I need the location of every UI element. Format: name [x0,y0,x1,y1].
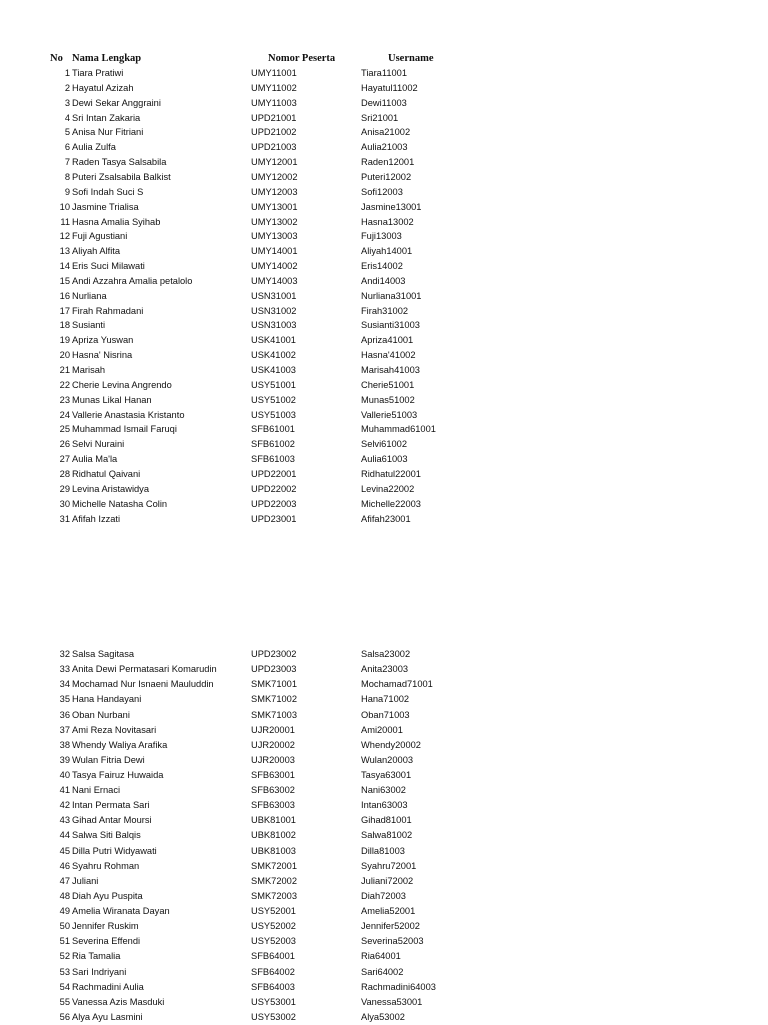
table-row [0,437,768,452]
participant-number: UPD21002 [251,127,297,138]
participant-number: UPD22001 [251,468,297,479]
row-number: 56 [59,1011,70,1022]
username: Hasna13002 [361,216,414,227]
row-number: 19 [59,335,70,346]
row-number: 47 [59,875,70,886]
username: Afifah23001 [361,513,411,524]
participant-number: SFB61002 [251,439,295,450]
row-number: 45 [59,845,70,856]
username: Gihad81001 [361,815,412,826]
table-row [0,753,768,768]
table-row [0,813,768,828]
table-row [0,125,768,140]
username: Hasna'41002 [361,350,416,361]
full-name: Apriza Yuswan [72,335,134,346]
table-row [0,333,768,348]
table-row [0,215,768,230]
full-name: Ami Reza Novitasari [72,724,157,735]
username: Anisa21002 [361,127,411,138]
username: Marisah41003 [361,365,420,375]
participant-number: SMK71003 [251,709,297,720]
username: Vanessa53001 [361,996,423,1007]
row-number: 36 [59,709,70,720]
table-row [0,738,768,753]
username: Sari64002 [361,966,404,977]
participant-number: UMY11003 [251,97,297,108]
full-name: Hana Handayani [72,694,142,705]
participant-number: SMK72001 [251,860,297,871]
row-number: 14 [59,261,70,271]
participant-number: UMY14003 [251,275,298,286]
username: Apriza41001 [361,335,414,346]
username: Ria64001 [361,951,401,962]
row-number: 37 [59,724,70,735]
row-number: 53 [59,966,70,977]
participant-number: UBK81001 [251,815,296,826]
full-name: Gihad Antar Moursi [72,815,152,826]
participant-number: UPD23002 [251,649,297,659]
full-name: Salsa Sagitasa [72,649,135,659]
username: Aulia21003 [361,142,408,153]
full-name: Severina Effendi [72,936,141,947]
row-number: 24 [59,409,70,420]
full-name: Nani Ernaci [72,785,121,796]
header-username: Username [388,53,434,64]
table-row [0,889,768,904]
username: Sofi12003 [361,186,403,197]
row-number: 10 [59,201,70,212]
full-name: Susianti [72,320,106,331]
table-row [0,289,768,304]
table-row [0,467,768,482]
row-number: 2 [64,82,70,93]
table-row [0,783,768,798]
row-number: 39 [59,754,70,765]
row-number: 46 [59,860,70,871]
row-number: 21 [59,365,70,375]
row-number: 43 [59,815,70,826]
username: Alya53002 [361,1011,405,1022]
full-name: Munas Likal Hanan [72,394,152,405]
full-name: Anisa Nur Fitriani [72,127,144,138]
row-number: 25 [59,424,70,435]
username: Amelia52001 [361,906,416,916]
table-row [0,723,768,738]
full-name: Salwa Siti Balqis [72,830,141,841]
participant-number: USY53002 [251,1011,296,1022]
full-name: Aliyah Alfita [72,246,121,257]
table-row [0,965,768,980]
participant-number: USK41002 [251,350,296,361]
full-name: Ria Tamalia [72,951,121,962]
table-row [0,482,768,497]
full-name: Jasmine Trialisa [72,201,139,212]
username: Salsa23002 [361,649,411,659]
username: Syahru72001 [361,860,417,871]
table-row [0,497,768,512]
table-row [0,859,768,874]
row-number: 15 [59,275,70,286]
participant-number: SFB63003 [251,800,295,811]
row-number: 40 [59,770,70,780]
row-number: 51 [59,936,70,947]
full-name: Selvi Nuraini [72,439,125,450]
username: Juliani72002 [361,875,414,886]
full-name: Marisah [72,365,106,375]
table-row [0,155,768,170]
full-name: Vallerie Anastasia Kristanto [72,409,185,420]
full-name: Levina Aristawidya [72,483,149,494]
username: Eris14002 [361,261,403,271]
full-name: Puteri Zsalsabila Balkist [72,171,171,182]
full-name: Oban Nurbani [72,709,130,720]
table-row [0,995,768,1010]
table-row [0,919,768,934]
table-row [0,768,768,783]
table-row [0,798,768,813]
full-name: Juliani [72,875,99,886]
full-name: Aulia Zulfa [72,142,116,153]
table-row [0,677,768,692]
participant-number: SFB61001 [251,424,295,435]
full-name: Rachmadini Aulia [72,981,144,992]
participant-number: USN31002 [251,305,297,316]
username: Aliyah14001 [361,246,413,257]
participant-number: UMY13001 [251,201,298,212]
table-row [0,422,768,437]
participant-number: UMY14001 [251,246,298,257]
row-number: 48 [59,890,70,901]
table-row [0,512,768,527]
username: Nani63002 [361,785,406,796]
full-name: Sari Indriyani [72,966,127,977]
row-number: 27 [59,454,70,465]
participant-number: SFB64003 [251,981,295,992]
participant-number: SMK71001 [251,679,297,690]
row-number: 52 [59,951,70,962]
table-row [0,408,768,423]
full-name: Amelia Wiranata Dayan [72,906,170,916]
table-row [0,393,768,408]
participant-number: UPD21003 [251,142,297,153]
row-number: 12 [59,231,70,242]
username: Jasmine13001 [361,201,422,212]
username: Dilla81003 [361,845,405,856]
full-name: Syahru Rohman [72,860,140,871]
table-row [0,904,768,919]
username: Rachmadini64003 [361,981,436,992]
table-row [0,244,768,259]
participant-number: UMY12002 [251,171,298,182]
table-row [0,378,768,393]
full-name: Raden Tasya Salsabila [72,157,167,168]
table-row [0,170,768,185]
row-number: 32 [59,649,70,659]
header-name: Nama Lengkap [72,53,142,64]
participant-number: SFB64002 [251,966,295,977]
row-number: 42 [59,800,70,811]
full-name: Ridhatul Qaivani [72,468,141,479]
table-row [0,348,768,363]
username: Mochamad71001 [361,679,433,690]
full-name: Eris Suci Milawati [72,261,145,271]
username: Puteri12002 [361,171,412,182]
row-number: 17 [59,305,70,316]
row-number: 41 [59,785,70,796]
full-name: Hasna Amalia Syihab [72,216,161,227]
participant-number: UPD23001 [251,513,297,524]
table-row [0,828,768,843]
full-name: Nurliana [72,290,107,301]
full-name: Anita Dewi Permatasari Komarudin [72,664,217,675]
row-number: 3 [64,97,70,108]
full-name: Cherie Levina Angrendo [72,379,172,390]
row-number: 18 [59,320,70,331]
row-number: 1 [64,68,70,78]
username: Andi14003 [361,275,406,286]
participant-number: USY52002 [251,921,296,932]
participant-number: USK41003 [251,365,296,375]
participant-number: UJR20001 [251,724,295,735]
table-row [0,708,768,723]
row-number: 11 [60,216,70,227]
username: Jennifer52002 [361,921,420,932]
full-name: Wulan Fitria Dewi [72,754,145,765]
participant-number: UMY11002 [251,82,297,93]
participant-number: SMK71002 [251,694,297,705]
participant-number: SMK72002 [251,875,297,886]
full-name: Vanessa Azis Masduki [72,996,165,1007]
participant-number: UMY12003 [251,186,298,197]
participant-number: UPD22002 [251,483,297,494]
full-name: Whendy Waliya Arafika [72,739,168,750]
table-row [0,66,768,81]
table-row [0,874,768,889]
table-row [0,111,768,126]
username: Vallerie51003 [361,409,418,420]
row-number: 30 [59,498,70,509]
table-row [0,229,768,244]
row-number: 26 [59,439,70,450]
participant-number: SFB63001 [251,770,295,780]
username: Tiara11001 [361,68,407,78]
table-row [0,200,768,215]
username: Selvi61002 [361,439,408,450]
participant-number: USN31003 [251,320,297,331]
full-name: Sri Intan Zakaria [72,112,141,123]
full-name: Dilla Putri Widyawati [72,845,157,856]
participant-number: USN31001 [251,290,297,301]
username: Raden12001 [361,157,415,168]
row-number: 8 [64,171,70,182]
username: Ami20001 [361,724,403,735]
username: Nurliana31001 [361,290,422,301]
full-name: Hayatul Azizah [72,82,134,93]
table-row [0,647,768,662]
table-row [0,140,768,155]
participant-number: UPD23003 [251,664,297,675]
full-name: Hasna' Nisrina [72,350,133,361]
table-row [0,185,768,200]
row-number: 6 [64,142,70,153]
username: Sri21001 [361,112,399,123]
username: Ridhatul22001 [361,468,421,479]
participant-number: UBK81002 [251,830,296,841]
row-number: 50 [59,921,70,932]
header-no: No [50,53,63,64]
row-number: 49 [59,906,70,916]
participant-number: USY52003 [251,936,296,947]
username: Tasya63001 [361,770,412,780]
full-name: Intan Permata Sari [72,800,150,811]
username: Cherie51001 [361,379,415,390]
username: Hana71002 [361,694,410,705]
participant-number: SFB64001 [251,951,295,962]
participant-number: SFB61003 [251,454,295,465]
row-number: 9 [64,186,70,197]
table-row [0,692,768,707]
participant-number: SFB63002 [251,785,295,796]
row-number: 5 [64,127,70,138]
table-row [0,980,768,995]
username: Dewi11003 [361,97,407,108]
participant-number: UMY14002 [251,261,298,271]
row-number: 16 [59,290,70,301]
full-name: Dewi Sekar Anggraini [72,97,161,108]
full-name: Jennifer Ruskim [72,921,139,932]
full-name: Mochamad Nur Isnaeni Mauluddin [72,679,214,690]
participant-number: UPD21001 [251,112,297,123]
full-name: Tasya Fairuz Huwaida [72,770,164,780]
username: Levina22002 [361,483,415,494]
table-row [0,259,768,274]
participant-number: SMK72003 [251,890,297,901]
full-name: Diah Ayu Puspita [72,890,143,901]
full-name: Afifah Izzati [72,513,121,524]
row-number: 35 [59,694,70,705]
row-number: 44 [59,830,70,841]
participant-number: UBK81003 [251,845,296,856]
username: Aulia61003 [361,454,408,465]
table-row [0,96,768,111]
row-number: 38 [59,739,70,750]
table-row [0,662,768,677]
table-row [0,304,768,319]
participant-number: UMY13002 [251,216,298,227]
row-number: 7 [64,157,70,168]
row-number: 34 [59,679,70,690]
table-row [0,452,768,467]
username: Hayatul11002 [361,82,418,93]
username: Salwa81002 [361,830,413,841]
table-row [0,81,768,96]
table-row [0,318,768,333]
username: Diah72003 [361,890,406,901]
row-number: 28 [59,468,70,479]
participant-number: USK41001 [251,335,296,346]
full-name: Andi Azzahra Amalia petalolo [72,275,193,286]
table-row [0,363,768,378]
full-name: Firah Rahmadani [72,305,144,316]
username: Munas51002 [361,394,415,405]
participant-number: USY51002 [251,394,296,405]
participant-number: UMY13003 [251,231,298,242]
participant-number: USY53001 [251,996,296,1007]
full-name: Muhammad Ismail Faruqi [72,424,177,435]
username: Michelle22003 [361,498,421,509]
row-number: 4 [64,112,70,123]
row-number: 13 [59,246,70,257]
full-name: Alya Ayu Lasmini [72,1011,143,1022]
full-name: Fuji Agustiani [72,231,128,242]
participant-number: UMY12001 [251,157,298,168]
row-number: 54 [59,981,70,992]
header-number: Nomor Peserta [268,53,336,64]
row-number: 55 [59,996,70,1007]
full-name: Tiara Pratiwi [72,68,124,78]
username: Severina52003 [361,936,424,947]
username: Muhammad61001 [361,424,436,435]
username: Firah31002 [361,305,409,316]
username: Fuji13003 [361,231,402,242]
row-number: 29 [59,483,70,494]
participant-number: UPD22003 [251,498,297,509]
full-name: Michelle Natasha Colin [72,498,168,509]
participant-number: UMY11001 [251,68,297,78]
full-name: Sofi Indah Suci S [72,186,144,197]
table-row [0,934,768,949]
table-row [0,1010,768,1025]
username: Wulan20003 [361,754,414,765]
row-number: 31 [59,513,70,524]
participant-number: USY51001 [251,379,296,390]
username: Whendy20002 [361,739,421,750]
row-number: 33 [59,664,70,675]
participant-number: USY51003 [251,409,296,420]
username: Intan63003 [361,800,408,811]
participant-number: UJR20002 [251,739,295,750]
table-row [0,274,768,289]
participant-number: UJR20003 [251,754,295,765]
full-name: Aulia Ma'la [72,454,118,465]
table-row [0,949,768,964]
username: Susianti31003 [361,320,420,331]
table-row [0,844,768,859]
row-number: 22 [59,379,70,390]
username: Anita23003 [361,664,409,675]
row-number: 23 [59,394,70,405]
row-number: 20 [59,350,70,361]
participant-number: USY52001 [251,906,296,916]
username: Oban71003 [361,709,410,720]
